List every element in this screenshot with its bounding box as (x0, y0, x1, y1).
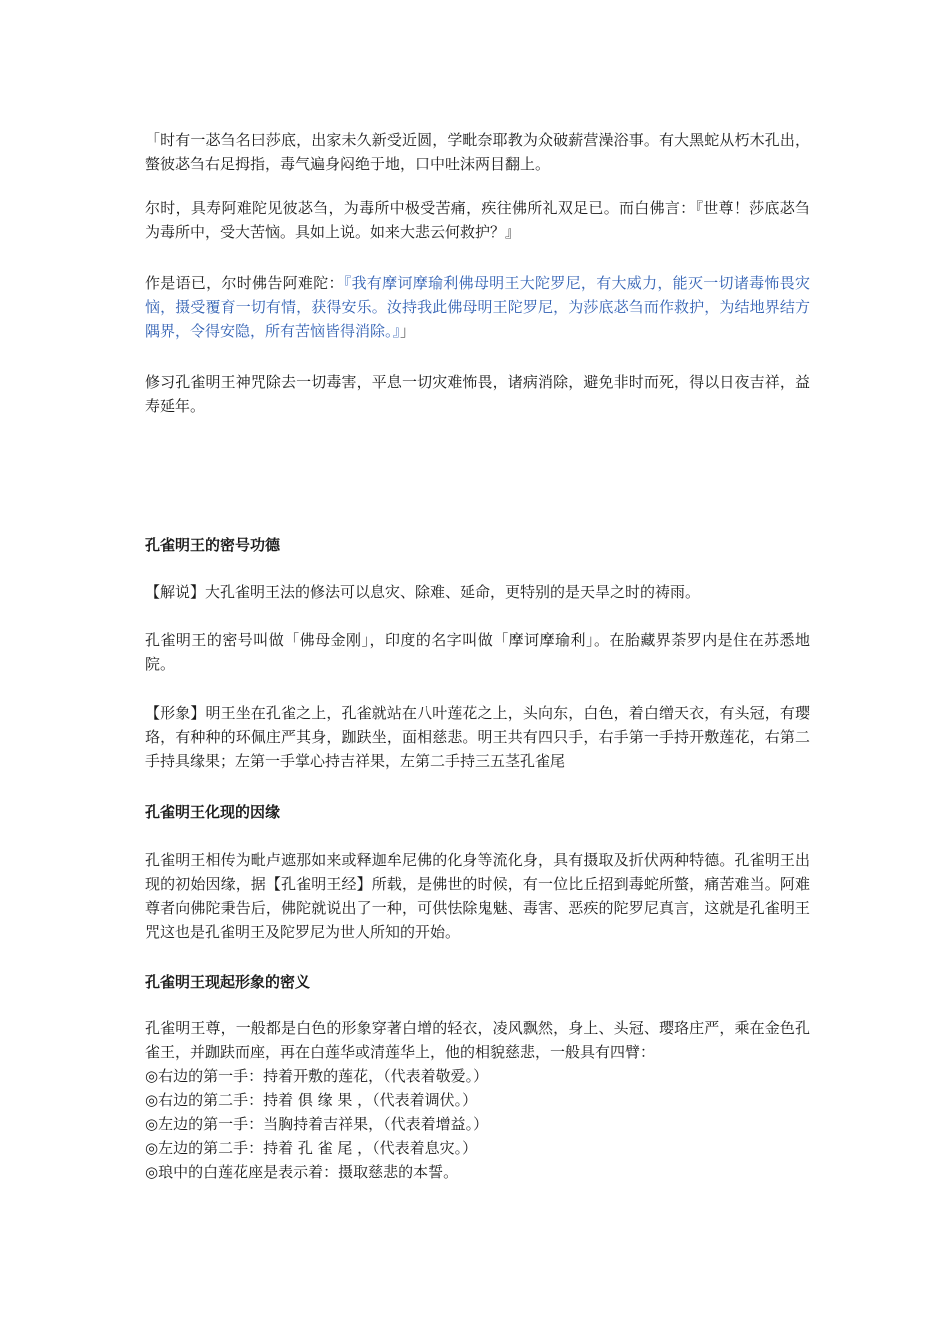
paragraph-lead: 作是语已，尔时佛告阿难陀： (145, 274, 344, 292)
paragraph-text: 孔雀明王相传为毗卢遮那如来或释迦牟尼佛的化身等流化身，具有摄取及折伏两种特德。孔雀明王出现的初始因缘，据【孔雀明王经】所载，是佛世的时候，有一位比丘招到毒蛇所螫，痛苦难当。阿难尊者向佛陀秉告后，佛陀就说出了一种，可供怯除鬼魅、毒害、恶疾的陀罗尼真言，这就是孔雀明王咒这也是孔雀明王及陀罗尼为世人所知的开始。 (145, 851, 810, 941)
paragraph-text: 修习孔雀明王神咒除去一切毒害，平息一切灾难怖畏，诸病消除，避免非时而死，得以日夜吉祥，益寿延年。 (145, 373, 810, 415)
intro-paragraph-2 (145, 196, 810, 244)
paragraph-text (145, 271, 810, 343)
closing-quote: 」 (400, 322, 416, 340)
dharani-quote: 『我有摩诃摩瑜利佛母明王大陀罗尼，有大威力，能灭一切诸毒怖畏灾恼，摄受覆育一切有情，获得安乐。汝持我此佛母明王陀罗尼，为莎底苾刍而作救护，为结地界结方隅界，令得安隐，所有苦恼皆得消除。』 (145, 274, 810, 340)
section-heading-1 (145, 533, 810, 557)
list-item: ◎右边的第一手：持着开敷的莲花，（代表着敬爱。） (145, 1067, 489, 1085)
section3-paragraph-1 (145, 1016, 810, 1184)
section-title: 孔雀明王化现的因缘 (145, 803, 281, 821)
section-title: 孔雀明王的密号功德 (145, 536, 281, 554)
section-title: 孔雀明王现起形象的密义 (145, 973, 311, 991)
list-item: ◎右边的第二手：持着 俱 缘 果 ，（代表着调伏。） (145, 1091, 478, 1109)
paragraph-text: 【解说】大孔雀明王法的修法可以息灾、除难、延命，更特别的是天旱之时的祷雨。 (145, 583, 701, 601)
intro-paragraph-4 (145, 370, 810, 418)
section-heading-2 (145, 800, 810, 824)
paragraph-text: 【形象】明王坐在孔雀之上，孔雀就站在八叶莲花之上，头向东，白色，着白缯天衣，有头冠，有璎珞，有种种的环佩庄严其身，跏趺坐，面相慈悲。明王共有四只手，右手第一手持开敷莲花，右第二手持具缘果；左第一手掌心持吉祥果，左第二手持三五茎孔雀尾 (145, 704, 810, 770)
intro-paragraph-1 (145, 128, 810, 176)
list-item: ◎左边的第一手：当胸持着吉祥果，（代表着增益。） (145, 1115, 489, 1133)
paragraph-text: 孔雀明王的密号叫做「佛母金刚」，印度的名字叫做「摩诃摩瑜利」。在胎藏界荼罗内是住在苏悉地院。 (145, 631, 810, 673)
paragraph-text: 尔时，具寿阿难陀见彼苾刍，为毒所中极受苦痛，疾往佛所礼双足已。而白佛言：『世尊！莎底苾刍为毒所中，受大苦恼。具如上说。如来大悲云何救护？』 (145, 199, 810, 241)
paragraph-text: 孔雀明王尊，一般都是白色的形象穿著白增的轻衣，凌风飘然，身上、头冠、璎珞庄严，乘在金色孔雀王，并跏趺而座，再在白莲华或清莲华上，他的相貌慈悲，一般具有四臂： (145, 1019, 810, 1061)
section1-paragraph-1 (145, 580, 810, 604)
section1-paragraph-3 (145, 701, 810, 773)
section1-paragraph-2 (145, 628, 810, 676)
list-item: ◎左边的第二手：持着 孔 雀 尾 ，（代表着息灾。） (145, 1139, 478, 1157)
section-heading-3 (145, 970, 810, 994)
section2-paragraph-1 (145, 848, 810, 944)
list-item: ◎琅中的白莲花座是表示着：摄取慈悲的本誓。 (145, 1163, 459, 1181)
paragraph-text: 「时有一苾刍名曰莎底，出家未久新受近圆，学毗奈耶教为众破薪营澡浴事。有大黑蛇从朽木孔出，螫彼苾刍右足拇指，毒气遍身闷绝于地，口中吐沫两目翻上。 (145, 131, 810, 173)
intro-paragraph-3 (145, 271, 810, 343)
